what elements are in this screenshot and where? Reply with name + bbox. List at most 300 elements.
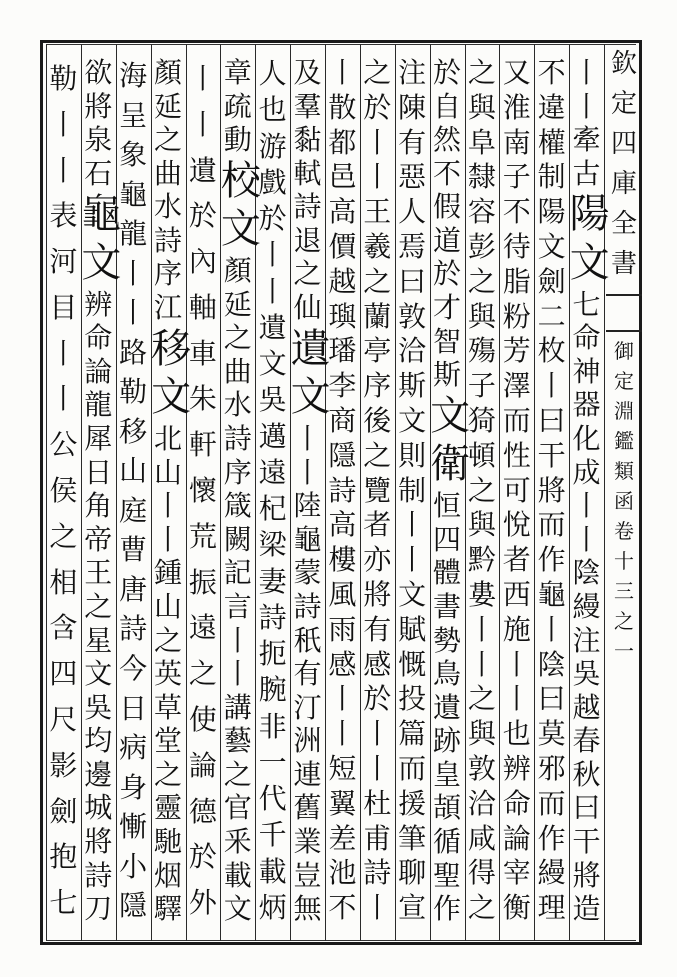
text-char: 作 <box>537 821 566 855</box>
text-char: 而 <box>398 751 427 785</box>
text-char: 丨 <box>398 543 427 577</box>
text-char: 游 <box>258 129 287 163</box>
text-char: 劍 <box>537 264 566 298</box>
text-char: 有 <box>398 125 427 159</box>
text-char: 蘭 <box>363 299 392 333</box>
text-char: 後 <box>363 403 392 437</box>
text-char: 曰 <box>572 791 601 825</box>
text-char: 粉 <box>502 299 531 333</box>
text-char: 荒 <box>188 519 217 553</box>
text-char: 聊 <box>398 856 427 890</box>
text-char: 陸 <box>293 489 322 523</box>
text-char: 業 <box>293 824 322 858</box>
text-char: 龜 <box>537 577 566 611</box>
text-char: 將 <box>84 89 113 123</box>
text-char: 刀 <box>84 892 113 926</box>
text-char: 洽 <box>398 334 427 368</box>
text-char: 循 <box>433 824 462 858</box>
text-char: 於 <box>433 257 462 291</box>
text-column <box>290 56 331 936</box>
text-column <box>151 56 192 936</box>
text-char: 與 <box>467 299 496 333</box>
text-char: 而 <box>502 403 531 437</box>
text-char: 都 <box>328 125 357 159</box>
text-char: 公 <box>49 428 78 462</box>
text-char: 象 <box>119 138 148 172</box>
text-char: 詩 <box>223 422 252 456</box>
text-char: 成 <box>572 455 601 489</box>
text-column <box>186 56 220 936</box>
text-char: 影 <box>49 748 78 782</box>
text-char: 覽 <box>363 473 392 507</box>
text-char: 陰 <box>537 647 566 681</box>
text-char: 丨 <box>502 647 531 681</box>
text-char: 干 <box>537 438 566 472</box>
text-char: 之 <box>467 891 496 925</box>
text-char: 詩 <box>258 600 287 634</box>
subheader-char: 函 <box>614 489 634 513</box>
text-char: 於 <box>363 682 392 716</box>
text-char: 敦 <box>467 751 496 785</box>
text-char: 子 <box>502 160 531 194</box>
text-char: 宣 <box>398 891 427 925</box>
text-char: 四 <box>433 522 462 556</box>
text-char: 之 <box>363 56 392 89</box>
text-char: 講 <box>223 690 252 724</box>
text-char: 連 <box>293 757 322 791</box>
text-char: 縵 <box>537 856 566 890</box>
text-char: 慚 <box>119 810 148 844</box>
text-char: 之 <box>188 657 217 691</box>
text-char: 舊 <box>293 791 322 825</box>
text-char: 扼 <box>258 637 287 670</box>
text-char: 文 <box>430 392 471 439</box>
text-char: 軒 <box>188 428 217 462</box>
text-char: 表 <box>49 199 78 233</box>
text-char: 相 <box>49 565 78 599</box>
text-char: 詩 <box>84 858 113 892</box>
text-char: 丨 <box>49 382 78 416</box>
text-char: 遠 <box>258 455 287 489</box>
text-char: 詩 <box>363 856 392 890</box>
text-char: 之 <box>467 682 496 716</box>
text-char: 化 <box>572 422 601 456</box>
text-char: 於 <box>363 90 392 124</box>
text-char: 丨 <box>398 508 427 542</box>
text-char: 與 <box>467 717 496 751</box>
text-char: 於 <box>433 56 462 89</box>
text-char: 詩 <box>293 190 322 224</box>
text-char: 丨 <box>328 717 357 751</box>
text-char: 作 <box>537 543 566 577</box>
text-char: 移 <box>119 414 148 448</box>
text-char: 文 <box>220 206 261 253</box>
text-char: 烟 <box>154 858 183 892</box>
text-char: 價 <box>328 229 357 263</box>
text-column <box>220 56 261 936</box>
text-column <box>116 56 150 936</box>
text-char: 代 <box>258 782 287 815</box>
text-char: 丨 <box>154 489 183 523</box>
text-column <box>360 56 394 936</box>
text-char: 載 <box>223 858 252 892</box>
text-char: 勢 <box>433 623 462 657</box>
text-char: 縵 <box>572 589 601 623</box>
text-char: 高 <box>328 508 357 542</box>
subheader-char: 類 <box>614 459 634 483</box>
text-char: 軾 <box>293 156 322 190</box>
text-char: 與 <box>467 508 496 542</box>
subheader-char: 鑑 <box>614 429 634 453</box>
text-char: 自 <box>433 89 462 123</box>
text-char: 惡 <box>398 160 427 194</box>
text-char: 丨 <box>119 256 148 290</box>
text-char: 疏 <box>223 89 252 123</box>
text-char: 斯 <box>433 358 462 392</box>
text-char: 泉 <box>84 123 113 157</box>
text-char: 文 <box>223 892 252 926</box>
text-char: 春 <box>572 724 601 758</box>
text-char: 越 <box>572 690 601 724</box>
text-char: 無 <box>293 892 322 926</box>
header-char: 書 <box>610 249 637 279</box>
text-char: 人 <box>258 57 287 90</box>
text-char: 焉 <box>398 229 427 263</box>
text-char: 投 <box>398 682 427 716</box>
text-char: 詩 <box>328 473 357 507</box>
text-char: 尺 <box>49 702 78 736</box>
text-char: 樓 <box>328 543 357 577</box>
text-char: 之 <box>467 264 496 298</box>
text-char: 之 <box>363 438 392 472</box>
text-char: 丨 <box>188 107 217 141</box>
text-char: 丨 <box>363 160 392 194</box>
text-char: 不 <box>328 891 357 925</box>
text-char: 藝 <box>223 724 252 758</box>
text-char: 豈 <box>293 858 322 892</box>
text-char: 注 <box>572 623 601 657</box>
text-char: 邪 <box>537 751 566 785</box>
text-column <box>569 56 610 936</box>
text-char: 隸 <box>467 160 496 194</box>
text-char: 目 <box>49 290 78 324</box>
text-char: 及 <box>293 56 322 89</box>
text-char: 遺 <box>433 690 462 724</box>
text-char: 待 <box>502 229 531 263</box>
text-char: 也 <box>258 93 287 127</box>
text-char: 彭 <box>467 229 496 263</box>
text-char: 千 <box>258 818 287 852</box>
text-char: 命 <box>84 321 113 355</box>
text-char: 澤 <box>502 369 531 403</box>
text-char: 鍾 <box>154 556 183 590</box>
text-char: 枚 <box>537 334 566 368</box>
text-char: 四 <box>49 657 78 691</box>
text-char: 山 <box>154 589 183 623</box>
text-char: 延 <box>154 89 183 123</box>
text-char: 甫 <box>363 821 392 855</box>
text-char: 曹 <box>119 533 148 567</box>
text-char: 陳 <box>398 90 427 124</box>
text-char: 腕 <box>258 673 287 707</box>
text-char: 侯 <box>49 474 78 508</box>
text-char: 書 <box>433 589 462 623</box>
text-char: 之 <box>223 321 252 355</box>
text-char: 衡 <box>502 891 531 925</box>
text-char: 頓 <box>467 438 496 472</box>
subheader-char: 卷 <box>614 519 634 543</box>
text-char: 援 <box>398 786 427 820</box>
text-char: 慨 <box>398 647 427 681</box>
text-char: 陽 <box>537 195 566 229</box>
subheader-char: 御 <box>614 339 634 363</box>
text-char: 亦 <box>363 543 392 577</box>
text-char: 於 <box>258 202 287 235</box>
text-char: 恒 <box>433 489 462 523</box>
text-char: 水 <box>223 388 252 422</box>
text-char: 丨 <box>154 522 183 556</box>
text-char: 邑 <box>328 160 357 194</box>
text-char: 咸 <box>467 821 496 855</box>
text-char: 論 <box>84 354 113 388</box>
text-char: 智 <box>433 324 462 358</box>
text-char: 斯 <box>398 369 427 403</box>
text-char: 懷 <box>188 474 217 508</box>
text-char: 丨 <box>119 296 148 330</box>
text-char: 於 <box>188 840 217 874</box>
text-char: 詩 <box>119 612 148 646</box>
text-char: 德 <box>188 794 217 828</box>
text-char: 丨 <box>49 107 78 141</box>
text-char: 之 <box>363 264 392 298</box>
text-char: 杞 <box>258 492 287 525</box>
text-char: 角 <box>84 489 113 523</box>
header-char: 庫 <box>610 169 637 199</box>
text-char: 西 <box>502 577 531 611</box>
text-char: 者 <box>502 543 531 577</box>
text-char: 章 <box>223 56 252 89</box>
text-char: 遠 <box>188 611 217 645</box>
text-char: 洲 <box>293 724 322 758</box>
text-char: 脂 <box>502 264 531 298</box>
text-char: 序 <box>154 257 183 291</box>
text-char: 又 <box>502 56 531 89</box>
text-char: 箴 <box>223 489 252 523</box>
text-column <box>500 56 534 936</box>
text-char: 丨 <box>328 56 357 89</box>
text-char: 可 <box>502 473 531 507</box>
text-char: 之 <box>154 757 183 791</box>
text-char: 越 <box>328 264 357 298</box>
text-column <box>81 56 122 936</box>
text-char: 曰 <box>398 264 427 298</box>
text-char: 北 <box>154 422 183 456</box>
text-char: 丨 <box>223 657 252 691</box>
text-char: 散 <box>328 90 357 124</box>
text-char: 秋 <box>572 757 601 791</box>
text-char: 內 <box>188 245 217 279</box>
fishtail-mark <box>606 294 642 332</box>
text-char: 將 <box>84 824 113 858</box>
header-char: 四 <box>610 129 637 159</box>
text-char: 梁 <box>258 528 287 562</box>
text-char: 有 <box>293 657 322 691</box>
text-char: 殤 <box>467 334 496 368</box>
text-char: 含 <box>49 611 78 645</box>
text-char: 江 <box>154 291 183 325</box>
text-char: 詩 <box>293 589 322 623</box>
text-char: 朱 <box>188 382 217 416</box>
subheader-char: 定 <box>614 369 634 393</box>
text-char: 曲 <box>154 156 183 190</box>
text-char: 陽 <box>569 191 610 238</box>
text-char: 延 <box>223 287 252 321</box>
text-char: 文 <box>84 657 113 691</box>
text-char: 日 <box>119 691 148 725</box>
text-char: 丨 <box>572 89 601 123</box>
text-char: 勒 <box>119 375 148 409</box>
text-char: 也 <box>502 717 531 751</box>
text-char: 丨 <box>328 682 357 716</box>
text-char: 勒 <box>49 62 78 95</box>
text-char: 而 <box>537 508 566 542</box>
text-char: 蒙 <box>293 556 322 590</box>
text-char: 與 <box>467 90 496 124</box>
text-char: 文 <box>569 240 610 287</box>
text-char: 子 <box>467 369 496 403</box>
text-char: 非 <box>258 709 287 743</box>
text-char: 吳 <box>572 657 601 691</box>
text-char: 悅 <box>502 508 531 542</box>
text-char: 璠 <box>328 334 357 368</box>
text-char: 將 <box>363 577 392 611</box>
text-char: 之 <box>293 257 322 291</box>
text-char: 今 <box>119 651 148 685</box>
subheader-char: 三 <box>614 579 634 603</box>
text-char: 容 <box>467 195 496 229</box>
text-char: 李 <box>328 369 357 403</box>
text-char: 婁 <box>467 577 496 611</box>
text-char: 龍 <box>119 217 148 251</box>
text-char: 振 <box>188 565 217 599</box>
header-char: 欽 <box>610 49 637 79</box>
text-char: 作 <box>433 892 462 926</box>
text-char: 七 <box>49 886 78 920</box>
text-char: 池 <box>328 856 357 890</box>
text-char: 皇 <box>433 757 462 791</box>
text-char: 文 <box>290 374 331 421</box>
text-char: 而 <box>537 786 566 820</box>
text-char: 理 <box>537 891 566 925</box>
text-char: 犀 <box>84 422 113 456</box>
text-char: 顏 <box>223 254 252 288</box>
text-char: 則 <box>398 438 427 472</box>
text-char: 言 <box>223 589 252 623</box>
text-char: 山 <box>154 455 183 489</box>
text-char: 洽 <box>467 786 496 820</box>
text-char: 制 <box>398 473 427 507</box>
text-char: 丨 <box>572 489 601 523</box>
text-char: 辨 <box>502 751 531 785</box>
text-char: 文 <box>398 403 427 437</box>
text-char: 風 <box>328 577 357 611</box>
text-char: 小 <box>119 849 148 883</box>
text-char: 呈 <box>119 98 148 132</box>
text-char: 庭 <box>119 493 148 527</box>
text-char: 邊 <box>84 757 113 791</box>
text-char: 假 <box>433 190 462 224</box>
subheader-char: 十 <box>614 549 634 573</box>
text-char: 之 <box>467 56 496 89</box>
text-char: 星 <box>84 623 113 657</box>
text-char: 妻 <box>258 564 287 598</box>
text-char: 校 <box>220 157 261 204</box>
text-char: 山 <box>119 454 148 488</box>
text-char: 曰 <box>537 682 566 716</box>
text-char: 顏 <box>154 56 183 89</box>
text-char: 文 <box>258 347 287 380</box>
text-char: 動 <box>223 123 252 157</box>
text-char: 釆 <box>223 824 252 858</box>
text-char: 海 <box>119 59 148 92</box>
text-char: 將 <box>537 473 566 507</box>
text-char: 丨 <box>572 56 601 89</box>
text-char: 七 <box>572 287 601 321</box>
text-char: 神 <box>572 354 601 388</box>
header-char: 定 <box>610 89 637 119</box>
text-char: 施 <box>502 612 531 646</box>
text-char: 均 <box>84 724 113 758</box>
text-char: 雨 <box>328 612 357 646</box>
text-char: 於 <box>188 199 217 233</box>
text-char: 筆 <box>398 821 427 855</box>
text-char: 文 <box>151 374 192 421</box>
text-char: 將 <box>572 858 601 892</box>
text-char: 人 <box>398 195 427 229</box>
text-char: 干 <box>572 824 601 858</box>
text-char: 曰 <box>537 403 566 437</box>
text-char: 仙 <box>293 291 322 325</box>
text-char: 南 <box>502 125 531 159</box>
text-char: 隱 <box>328 438 357 472</box>
text-char: 丨 <box>363 891 392 925</box>
text-char: 羣 <box>293 89 322 123</box>
text-char: 邁 <box>258 419 287 453</box>
text-char: 外 <box>188 886 217 920</box>
text-char: 道 <box>433 223 462 257</box>
text-char: 才 <box>433 291 462 325</box>
text-char: 黔 <box>467 543 496 577</box>
text-char: 者 <box>363 508 392 542</box>
text-char: 器 <box>572 388 601 422</box>
subheader-char: 一 <box>614 639 634 663</box>
header-char: 全 <box>610 209 637 239</box>
text-char: 商 <box>328 403 357 437</box>
text-char: 日 <box>84 455 113 489</box>
text-char: 違 <box>537 90 566 124</box>
text-char: 篇 <box>398 717 427 751</box>
text-char: 車 <box>188 336 217 370</box>
chapter-title-margin <box>608 336 640 696</box>
text-char: 猗 <box>467 403 496 437</box>
text-column <box>430 56 471 936</box>
text-char: 隱 <box>119 889 148 923</box>
text-char: 有 <box>363 612 392 646</box>
subheader-char: 淵 <box>614 399 634 423</box>
text-char: 堂 <box>154 724 183 758</box>
text-char: 帝 <box>84 522 113 556</box>
text-char: 賦 <box>398 612 427 646</box>
